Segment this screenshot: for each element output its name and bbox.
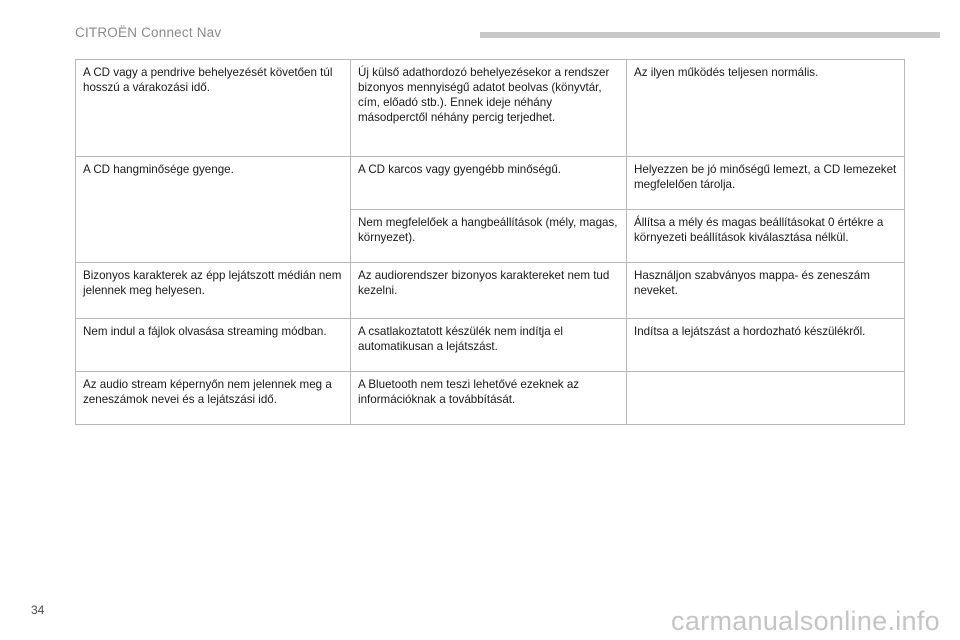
solution-cell: Indítsa a lejátszást a hordozható készülékről. bbox=[627, 319, 905, 372]
solution-cell: Állítsa a mély és magas beállításokat 0 értékre a környezeti beállítások kiválasztása nélkül. bbox=[627, 210, 905, 263]
header-divider-bar bbox=[480, 32, 940, 38]
troubleshooting-table bbox=[75, 59, 905, 425]
table-row bbox=[76, 263, 905, 319]
cause-cell: A Bluetooth nem teszi lehetővé ezeknek az információknak a továbbítását. bbox=[351, 372, 627, 425]
cause-cell: Új külső adathordozó behelyezésekor a rendszer bizonyos mennyiségű adatot beolvas (könyvtár, cím, előadó stb.). Ennek ideje néhány másodperctől néhány percig terjedhet. bbox=[351, 60, 627, 157]
question-cell: A CD vagy a pendrive behelyezését követően túl hosszú a várakozási idő. bbox=[76, 60, 351, 157]
cause-cell: Az audiorendszer bizonyos karaktereket nem tud kezelni. bbox=[351, 263, 627, 319]
question-cell: A CD hangminősége gyenge. bbox=[76, 157, 351, 263]
table-row bbox=[76, 60, 905, 157]
page-number: 34 bbox=[31, 603, 45, 617]
question-cell: Az audio stream képernyőn nem jelennek meg a zeneszámok nevei és a lejátszási idő. bbox=[76, 372, 351, 425]
solution-cell: Használjon szabványos mappa- és zeneszám neveket. bbox=[627, 263, 905, 319]
cause-cell: Nem megfelelőek a hangbeállítások (mély, magas, környezet). bbox=[351, 210, 627, 263]
manual-section-title: CITROËN Connect Nav bbox=[75, 25, 222, 40]
table-row bbox=[76, 157, 905, 210]
watermark-text: carmanualsonline.info bbox=[671, 606, 940, 636]
solution-cell: Az ilyen működés teljesen normális. bbox=[627, 60, 905, 157]
table-row bbox=[76, 319, 905, 372]
solution-cell bbox=[627, 372, 905, 425]
question-cell: Nem indul a fájlok olvasása streaming módban. bbox=[76, 319, 351, 372]
solution-cell: Helyezzen be jó minőségű lemezt, a CD lemezeket megfelelően tárolja. bbox=[627, 157, 905, 210]
table-row bbox=[76, 372, 905, 425]
cause-cell: A csatlakoztatott készülék nem indítja el automatikusan a lejátszást. bbox=[351, 319, 627, 372]
cause-cell: A CD karcos vagy gyengébb minőségű. bbox=[351, 157, 627, 210]
question-cell: Bizonyos karakterek az épp lejátszott médián nem jelennek meg helyesen. bbox=[76, 263, 351, 319]
